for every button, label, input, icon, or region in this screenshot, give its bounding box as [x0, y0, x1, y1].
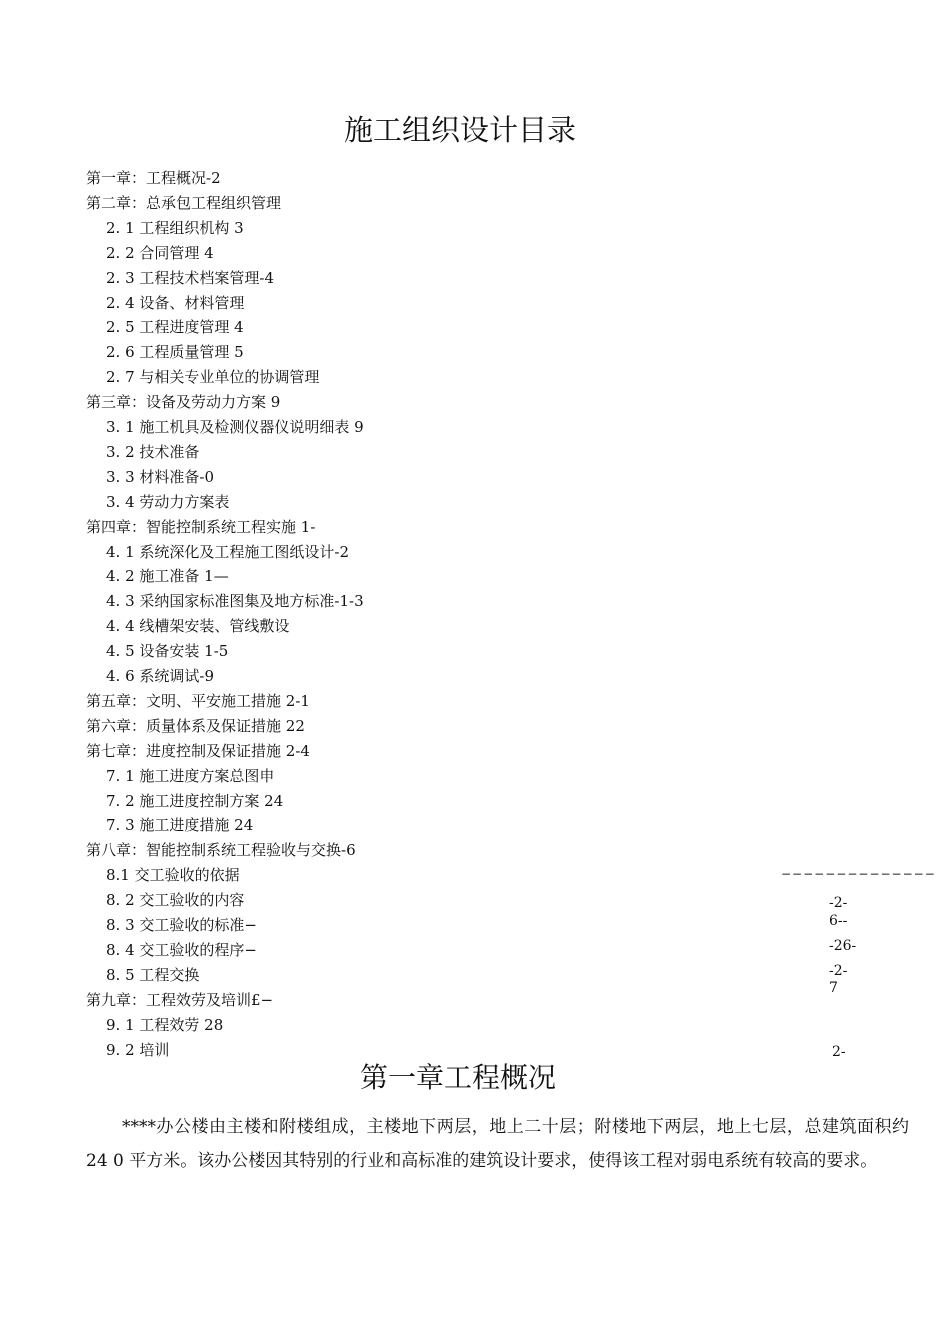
toc-section-item: 8.1 交工验收的依据	[106, 866, 240, 884]
toc-page-fragment: -26-	[829, 938, 857, 954]
toc-section-item: 2. 1 工程组织机构 3	[106, 219, 244, 237]
toc-page-dashes: −−−−−−−−−−−−−−	[781, 867, 936, 881]
toc-page-fragment: 2-	[832, 1044, 846, 1060]
page-title: 施工组织设计目录	[343, 113, 576, 147]
toc-section-item: 3. 1 施工机具及检测仪器仪说明细表 9	[106, 418, 364, 436]
toc-chapter-item: 第五章：文明、平安施工措施 2-1	[86, 692, 310, 710]
toc-section-item: 3. 2 技术准备	[106, 443, 200, 461]
toc-section-item: 4. 1 系统深化及工程施工图纸设计-2	[106, 543, 350, 561]
toc-section-item: 2. 2 合同管理 4	[106, 244, 214, 262]
toc-section-item: 4. 6 系统调试-9	[106, 667, 215, 685]
toc-section-item: 4. 3 采纳国家标准图集及地方标准-1-3	[106, 592, 364, 610]
toc-section-item: 9. 1 工程效劳 28	[106, 1016, 224, 1034]
toc-section-item: 4. 2 施工准备 1—	[106, 567, 229, 585]
toc-section-item: 7. 1 施工进度方案总图申	[106, 767, 275, 785]
toc-section-item: 2. 6 工程质量管理 5	[106, 343, 244, 361]
toc-chapter-item: 第九章：工程效劳及培训£−	[86, 991, 274, 1009]
toc-section-item: 2. 5 工程进度管理 4	[106, 318, 244, 336]
chapter-paragraph: ****办公楼由主楼和附楼组成，主楼地下两层，地上二十层；附楼地下两层，地上七层，总建筑面积约 24 0 平方米。该办公楼因其特别的行业和高标准的建筑设计要求，使得该工程对弱电系统有较高的要求。	[86, 1117, 909, 1171]
toc-section-item: 4. 4 线槽架安装、管线敷设	[106, 617, 290, 635]
toc-section-item: 9. 2 培训	[106, 1041, 170, 1059]
toc-chapter-item: 第七章：进度控制及保证措施 2-4	[86, 742, 310, 760]
toc-section-item: 2. 4 设备、材料管理	[106, 294, 245, 312]
toc-section-item: 8. 4 交工验收的程序−	[106, 941, 257, 959]
toc-section-item: 8. 5 工程交换	[106, 966, 200, 984]
toc-chapter-item: 第二章：总承包工程组织管理	[86, 194, 282, 212]
toc-section-item: 4. 5 设备安装 1-5	[106, 642, 229, 660]
toc-section-item: 3. 3 材料准备-0	[106, 468, 215, 486]
toc-section-item: 7. 2 施工进度控制方案 24	[106, 792, 284, 810]
toc-section-item: 7. 3 施工进度措施 24	[106, 816, 254, 834]
toc-chapter-item: 第八章：智能控制系统工程验收与交换-6	[86, 841, 356, 859]
toc-section-item: 3. 4 劳动力方案表	[106, 493, 230, 511]
toc-chapter-item: 第一章：工程概况-2	[86, 169, 221, 187]
toc-chapter-item: 第三章：设备及劳动力方案 9	[86, 393, 281, 411]
chapter-title: 第一章工程概况	[359, 1061, 556, 1094]
toc-page-fragment: 6--	[829, 913, 848, 929]
toc-page-fragment: -2-	[829, 963, 848, 979]
toc-page-fragment: 7	[829, 980, 838, 996]
toc-section-item: 8. 2 交工验收的内容	[106, 891, 245, 909]
toc-page-fragment: -2-	[829, 895, 848, 911]
toc-chapter-item: 第六章：质量体系及保证措施 22	[86, 717, 305, 735]
toc-chapter-item: 第四章：智能控制系统工程实施 1-	[86, 518, 316, 536]
toc-section-item: 2. 3 工程技术档案管理-4	[106, 269, 275, 287]
toc-section-item: 2. 7 与相关专业单位的协调管理	[106, 368, 320, 386]
toc-section-item: 8. 3 交工验收的标准−	[106, 916, 257, 934]
